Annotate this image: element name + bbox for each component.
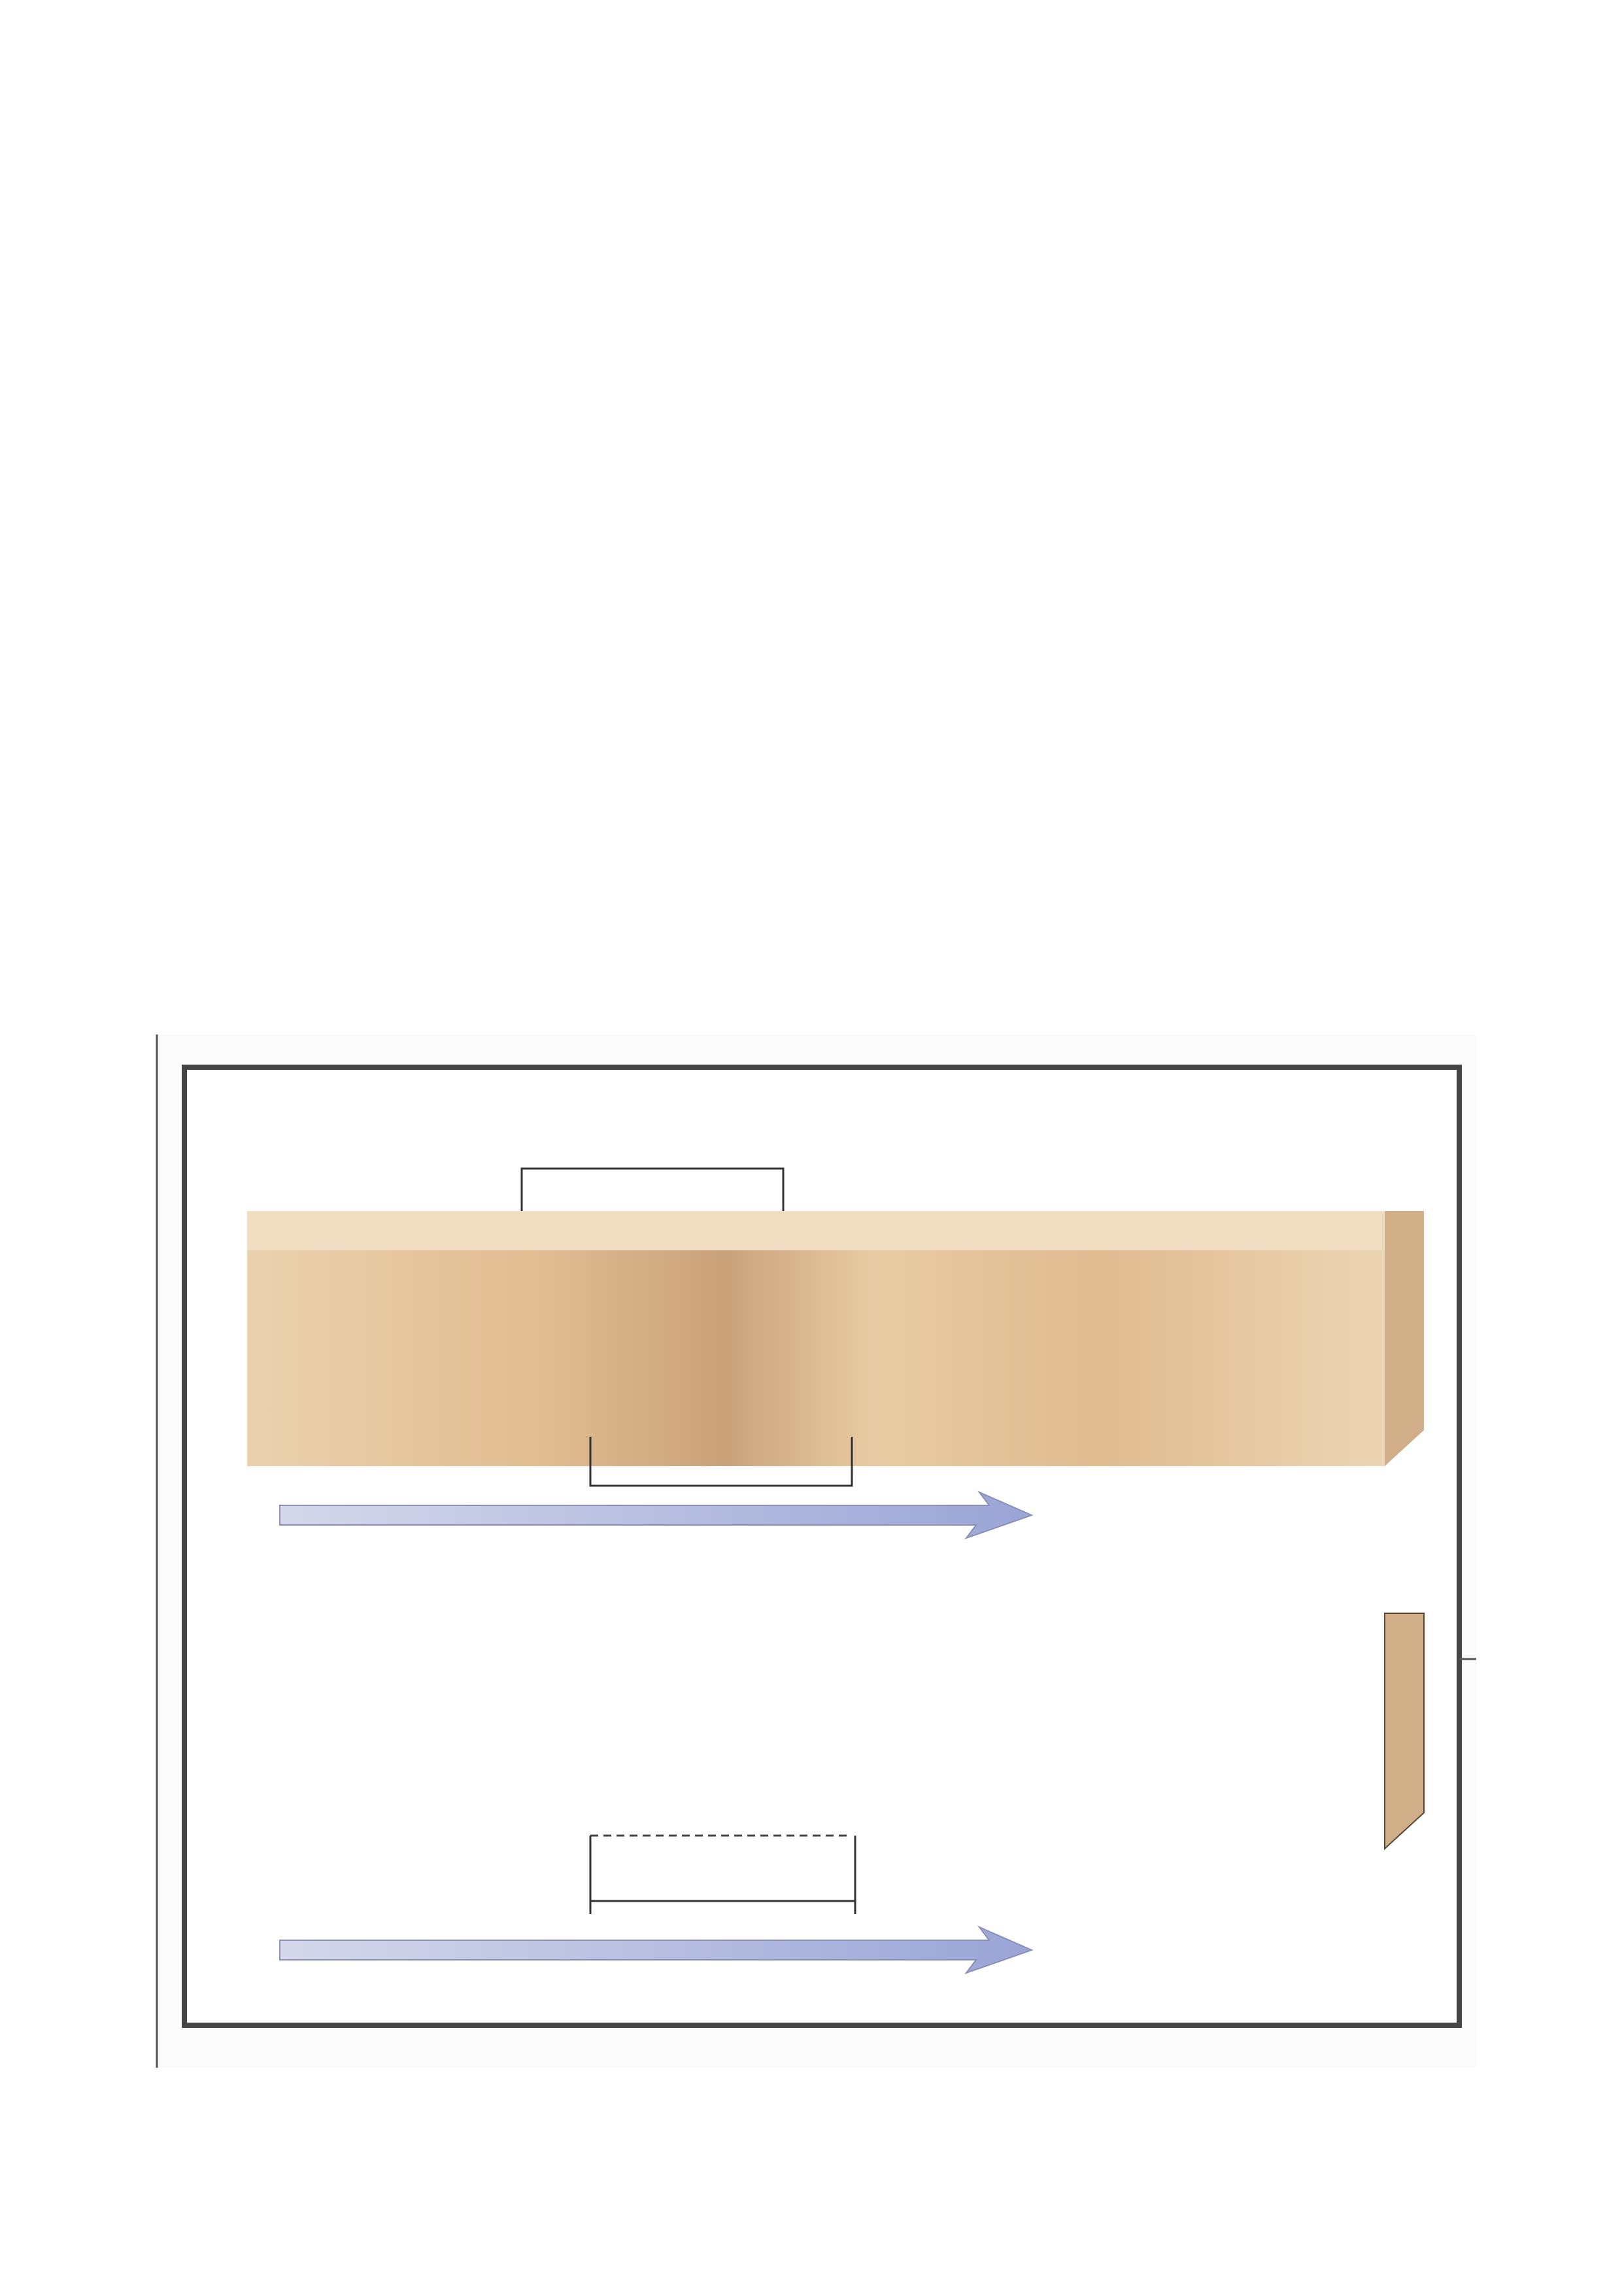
- seismic-wave-figure: [156, 1035, 1476, 2068]
- p-wave-block: [247, 1211, 1424, 1466]
- s-wave-block: [1385, 1613, 1424, 1849]
- figure-frame: [184, 1067, 1459, 2025]
